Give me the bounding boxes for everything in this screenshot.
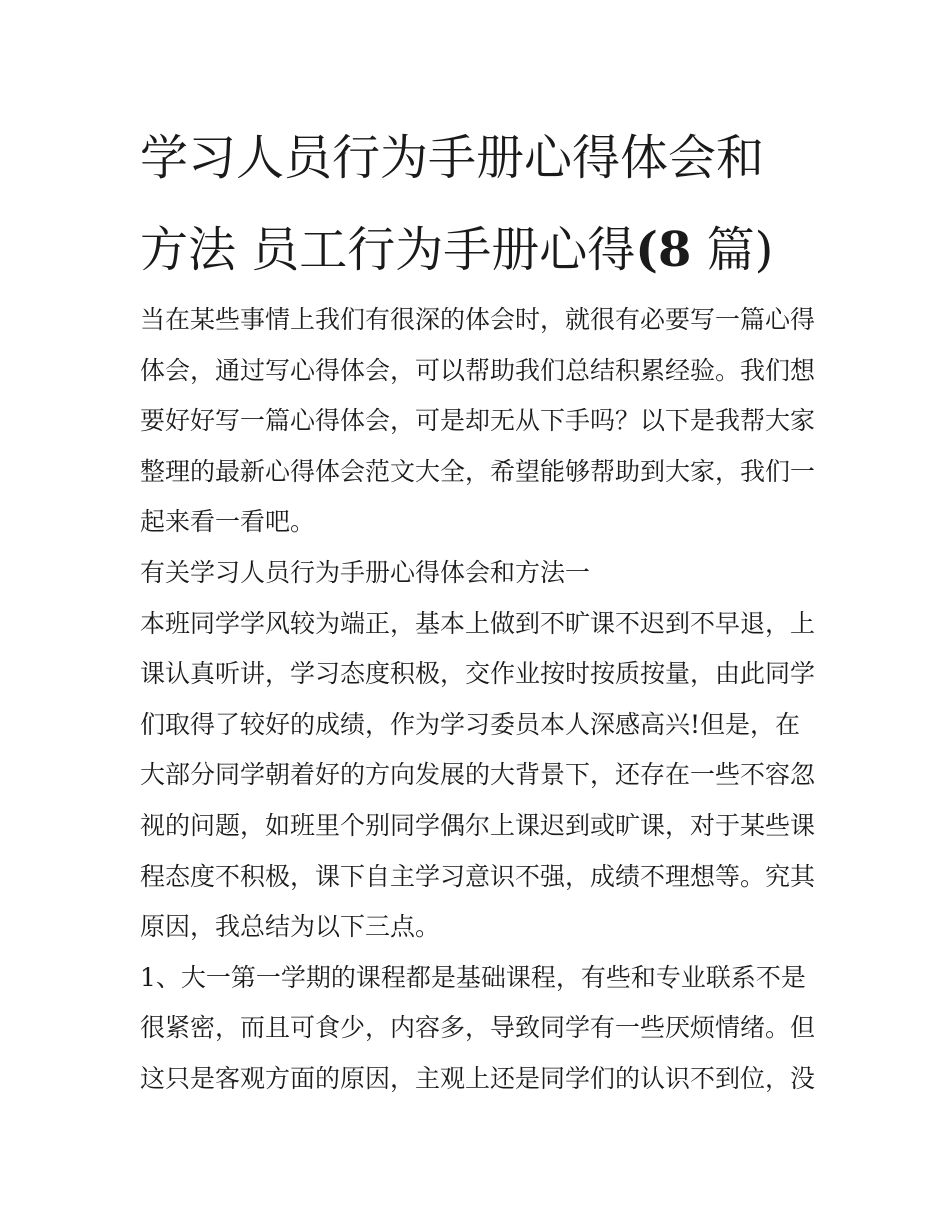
paragraph-line: 原因，我总结为以下三点。 xyxy=(140,912,441,942)
intro-line: 整理的最新心得体会范文大全，希望能够帮助到大家，我们一 xyxy=(140,456,816,486)
intro-line: 起来看一看吧。 xyxy=(140,507,316,537)
section-heading: 有关学习人员行为手册心得体会和方法一 xyxy=(140,557,591,587)
title-line-2 xyxy=(140,204,820,296)
title-paren-open: ( xyxy=(635,222,658,278)
numbered-item-line: 这只是客观方面的原因，主观上还是同学们的认识不到位，没 xyxy=(140,1063,816,1093)
paragraph-line: 大部分同学朝着好的方向发展的大背景下，还存在一些不容忽 xyxy=(140,760,816,790)
intro-line: 体会，通过写心得体会，可以帮助我们总结积累经验。我们想 xyxy=(140,355,816,385)
paragraph-line: 课认真听讲，学习态度积极，交作业按时按质按量，由此同学 xyxy=(140,659,816,689)
document-body xyxy=(140,295,820,1105)
title-line-2-text: 方法 员工行为手册心得 xyxy=(140,222,636,278)
numbered-item-line: 很紧密，而且可食少，内容多，导致同学有一些厌烦情绪。但 xyxy=(140,1013,816,1043)
numbered-item-line: 1、大一第一学期的课程都是基础课程，有些和专业联系不是 xyxy=(140,962,806,992)
intro-line: 当在某些事情上我们有很深的体会时，就很有必要写一篇心得 xyxy=(140,305,816,334)
document-title xyxy=(140,112,820,296)
paragraph-line: 本班同学学风较为端正，基本上做到不旷课不迟到不早退，上 xyxy=(140,608,816,638)
title-count: 8 xyxy=(657,222,692,278)
intro-line: 要好好写一篇心得体会，可是却无从下手吗？以下是我帮大家 xyxy=(140,406,816,436)
paragraph-line: 视的问题，如班里个别同学偶尔上课迟到或旷课，对于某些课 xyxy=(140,810,816,840)
title-line-1: 学习人员行为手册心得体会和 xyxy=(140,130,765,186)
title-tail: 篇) xyxy=(691,222,774,278)
paragraph-line: 们取得了较好的成绩，作为学习委员本人深感高兴!但是，在 xyxy=(140,709,801,739)
document-page xyxy=(140,112,820,1105)
paragraph-line: 程态度不积极，课下自主学习意识不强，成绩不理想等。究其 xyxy=(140,861,816,891)
